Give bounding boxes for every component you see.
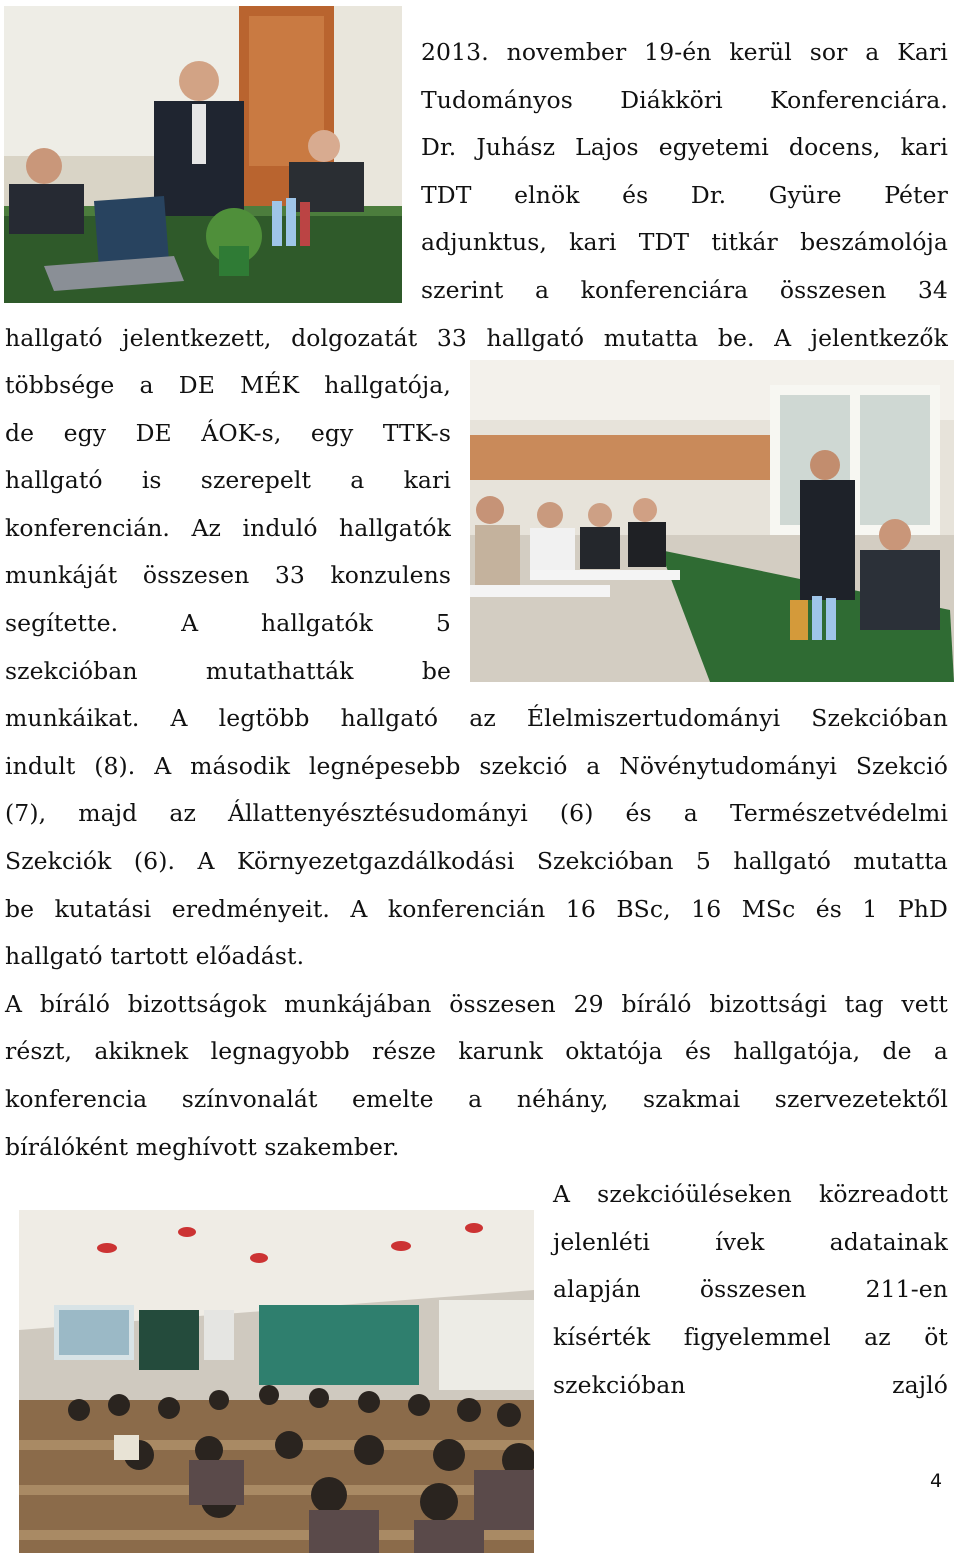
word: konzulens bbox=[330, 561, 451, 589]
text-line bbox=[553, 1178, 948, 1210]
word: egy bbox=[63, 419, 107, 447]
word: be. bbox=[717, 324, 755, 352]
word: részt, bbox=[5, 1037, 73, 1065]
word: A bbox=[553, 1180, 571, 1208]
word: kutatási bbox=[54, 895, 152, 923]
word: bizottságok bbox=[127, 990, 267, 1018]
word: be bbox=[421, 657, 451, 685]
word: emelte bbox=[352, 1085, 434, 1113]
text-line: hallgató tartott előadást. bbox=[5, 942, 305, 970]
text-line bbox=[553, 1273, 948, 1305]
word: kari bbox=[900, 133, 948, 161]
word: MÉK bbox=[240, 371, 300, 399]
word: szekcióüléseken bbox=[597, 1180, 792, 1208]
word: de bbox=[882, 1037, 912, 1065]
word: A bbox=[181, 609, 199, 637]
word: 34 bbox=[917, 276, 948, 304]
word: eredményeit. bbox=[171, 895, 330, 923]
word: jelentkezők bbox=[810, 324, 948, 352]
word: kari bbox=[403, 466, 451, 494]
word: a bbox=[683, 799, 698, 827]
word: legnagyobb bbox=[210, 1037, 350, 1065]
word: TTK-s bbox=[382, 419, 451, 447]
word: Gyüre bbox=[768, 181, 842, 209]
word: összesen bbox=[142, 561, 250, 589]
word: munkáját bbox=[5, 561, 118, 589]
word: majd bbox=[78, 799, 138, 827]
text-line bbox=[5, 464, 451, 496]
word: és bbox=[625, 799, 652, 827]
word: az bbox=[864, 1323, 891, 1351]
text-line bbox=[5, 417, 451, 449]
word: a bbox=[586, 752, 601, 780]
word: induló bbox=[242, 514, 318, 542]
word: hallgató bbox=[5, 324, 103, 352]
word: 5 bbox=[435, 609, 451, 637]
word: Kari bbox=[897, 38, 948, 66]
word: szekcióban bbox=[5, 657, 138, 685]
word: alapján bbox=[553, 1275, 641, 1303]
word: Természetvédelmi bbox=[729, 799, 948, 827]
word: DE bbox=[135, 419, 172, 447]
word: tag bbox=[844, 990, 884, 1018]
text-line bbox=[421, 179, 948, 211]
word: TDT bbox=[638, 228, 690, 256]
word: kari bbox=[569, 228, 617, 256]
word: segítette. bbox=[5, 609, 119, 637]
word: szekcióban bbox=[553, 1371, 686, 1399]
word: az bbox=[169, 799, 196, 827]
word: a bbox=[865, 38, 880, 66]
word: zajló bbox=[892, 1371, 948, 1399]
word: adjunktus, bbox=[421, 228, 547, 256]
word: többsége bbox=[5, 371, 115, 399]
text-line bbox=[5, 702, 948, 734]
word: hallgató bbox=[733, 847, 832, 875]
word: bíráló bbox=[621, 990, 692, 1018]
word: színvonalát bbox=[181, 1085, 318, 1113]
word: DE bbox=[178, 371, 215, 399]
text-line bbox=[421, 84, 948, 116]
word: elnök bbox=[514, 181, 580, 209]
word: öt bbox=[924, 1323, 948, 1351]
word: szervezetektől bbox=[774, 1085, 948, 1113]
word: a bbox=[534, 276, 550, 304]
word: Juhász bbox=[476, 133, 556, 161]
word: 16 bbox=[691, 895, 722, 923]
word: titkár bbox=[711, 228, 778, 256]
word: is bbox=[141, 466, 162, 494]
word: a bbox=[933, 1037, 948, 1065]
word: szerepelt bbox=[200, 466, 312, 494]
word: hallgatók bbox=[261, 609, 374, 637]
word: (6). bbox=[133, 847, 176, 875]
word: második bbox=[190, 752, 291, 780]
word: Dr. bbox=[421, 133, 457, 161]
word: (7), bbox=[5, 799, 47, 827]
word: konferencián bbox=[387, 895, 546, 923]
word: PhD bbox=[897, 895, 948, 923]
word: és bbox=[815, 895, 842, 923]
word: A bbox=[5, 990, 23, 1018]
text-line bbox=[5, 988, 948, 1020]
word: közreadott bbox=[819, 1180, 948, 1208]
word: szekció bbox=[479, 752, 568, 780]
word: ívek bbox=[715, 1228, 765, 1256]
word: hallgató bbox=[340, 704, 439, 732]
word: 211-en bbox=[865, 1275, 948, 1303]
word: A bbox=[197, 847, 215, 875]
word: Diákköri bbox=[620, 86, 723, 114]
word: néhány, bbox=[516, 1085, 609, 1113]
word: egyetemi bbox=[658, 133, 769, 161]
word: kísérték bbox=[553, 1323, 651, 1351]
word: összesen bbox=[699, 1275, 807, 1303]
word: 2013. bbox=[421, 38, 489, 66]
word: hallgatója, bbox=[733, 1037, 861, 1065]
word: munkájában bbox=[284, 990, 432, 1018]
word: része bbox=[372, 1037, 437, 1065]
word: (6) bbox=[559, 799, 594, 827]
word: és bbox=[685, 1037, 712, 1065]
word: az bbox=[469, 704, 496, 732]
word: hallgatók bbox=[339, 514, 451, 542]
word: be bbox=[5, 895, 35, 923]
word: Növénytudományi bbox=[619, 752, 838, 780]
word: TDT bbox=[421, 181, 472, 209]
text-line bbox=[553, 1226, 948, 1258]
text-line bbox=[5, 797, 948, 829]
word: 1 bbox=[862, 895, 878, 923]
word: A bbox=[170, 704, 188, 732]
word: a bbox=[468, 1085, 483, 1113]
word: mutatta bbox=[853, 847, 948, 875]
word: legnépesebb bbox=[308, 752, 461, 780]
word: november bbox=[506, 38, 627, 66]
photo-section-room bbox=[470, 360, 954, 682]
text-line bbox=[5, 893, 948, 925]
text-line bbox=[421, 226, 948, 258]
word: A bbox=[774, 324, 792, 352]
text-line bbox=[5, 369, 451, 401]
word: a bbox=[350, 466, 365, 494]
word: kerül bbox=[729, 38, 792, 66]
word: bíráló bbox=[39, 990, 110, 1018]
word: összesen bbox=[779, 276, 887, 304]
page-number: 4 bbox=[930, 1470, 943, 1492]
text-line bbox=[421, 36, 948, 68]
word: Tudományos bbox=[421, 86, 573, 114]
text-line bbox=[5, 322, 948, 354]
word: 5 bbox=[695, 847, 711, 875]
photo-lecture-hall bbox=[19, 1210, 534, 1553]
word: docens, bbox=[788, 133, 881, 161]
text-line bbox=[5, 512, 451, 544]
word: Környezetgazdálkodási bbox=[236, 847, 515, 875]
word: figyelemmel bbox=[683, 1323, 831, 1351]
word: Szekcióban bbox=[536, 847, 674, 875]
word: mutatta bbox=[603, 324, 699, 352]
word: indult bbox=[5, 752, 76, 780]
word: (8). bbox=[94, 752, 136, 780]
word: konferencián. bbox=[5, 514, 170, 542]
text-line bbox=[5, 1083, 948, 1115]
text-line bbox=[5, 607, 451, 639]
word: Lajos bbox=[575, 133, 639, 161]
text-line: bírálóként meghívott szakember. bbox=[5, 1133, 400, 1161]
word: jelentkezett, bbox=[122, 324, 272, 352]
photo-presidium bbox=[4, 6, 402, 303]
word: MSc bbox=[741, 895, 796, 923]
word: Élelmiszertudományi bbox=[526, 704, 781, 732]
word: hallgatója, bbox=[324, 371, 451, 399]
word: szerint bbox=[421, 276, 504, 304]
word: hallgató bbox=[486, 324, 585, 352]
word: 16 bbox=[565, 895, 596, 923]
word: bizottsági bbox=[709, 990, 827, 1018]
word: 29 bbox=[573, 990, 604, 1018]
word: sor bbox=[809, 38, 848, 66]
word: Állattenyésztésudományi bbox=[227, 799, 528, 827]
word: adatainak bbox=[829, 1228, 948, 1256]
word: ÁOK-s, bbox=[201, 419, 282, 447]
text-line bbox=[5, 1035, 948, 1067]
text-line bbox=[5, 750, 948, 782]
word: karunk bbox=[458, 1037, 543, 1065]
word: Dr. bbox=[690, 181, 727, 209]
word: de bbox=[5, 419, 35, 447]
word: beszámolója bbox=[800, 228, 948, 256]
word: konferenciára bbox=[580, 276, 749, 304]
word: egy bbox=[310, 419, 354, 447]
word: Péter bbox=[884, 181, 948, 209]
word: dolgozatát bbox=[291, 324, 418, 352]
word: Szekcióban bbox=[811, 704, 948, 732]
word: és bbox=[622, 181, 649, 209]
word: vett bbox=[901, 990, 948, 1018]
word: összesen bbox=[449, 990, 556, 1018]
text-line bbox=[5, 655, 451, 687]
word: 33 bbox=[436, 324, 467, 352]
word: oktatója bbox=[565, 1037, 663, 1065]
word: Szekciók bbox=[5, 847, 112, 875]
word: Az bbox=[191, 514, 222, 542]
word: hallgató bbox=[5, 466, 103, 494]
word: 33 bbox=[274, 561, 305, 589]
word: Szekció bbox=[855, 752, 948, 780]
text-line bbox=[553, 1369, 948, 1401]
word: a bbox=[139, 371, 154, 399]
word: munkáikat. bbox=[5, 704, 140, 732]
word: legtöbb bbox=[218, 704, 310, 732]
text-line bbox=[5, 845, 948, 877]
text-line bbox=[421, 274, 948, 306]
word: akiknek bbox=[94, 1037, 189, 1065]
word: A bbox=[154, 752, 172, 780]
text-line bbox=[421, 131, 948, 163]
word: A bbox=[350, 895, 368, 923]
word: Konferenciára. bbox=[770, 86, 948, 114]
text-line bbox=[553, 1321, 948, 1353]
word: BSc, bbox=[616, 895, 671, 923]
word: szakmai bbox=[643, 1085, 741, 1113]
text-line bbox=[5, 559, 451, 591]
word: konferencia bbox=[5, 1085, 148, 1113]
word: jelenléti bbox=[553, 1228, 651, 1256]
word: 19-én bbox=[644, 38, 712, 66]
word: mutathatták bbox=[205, 657, 354, 685]
